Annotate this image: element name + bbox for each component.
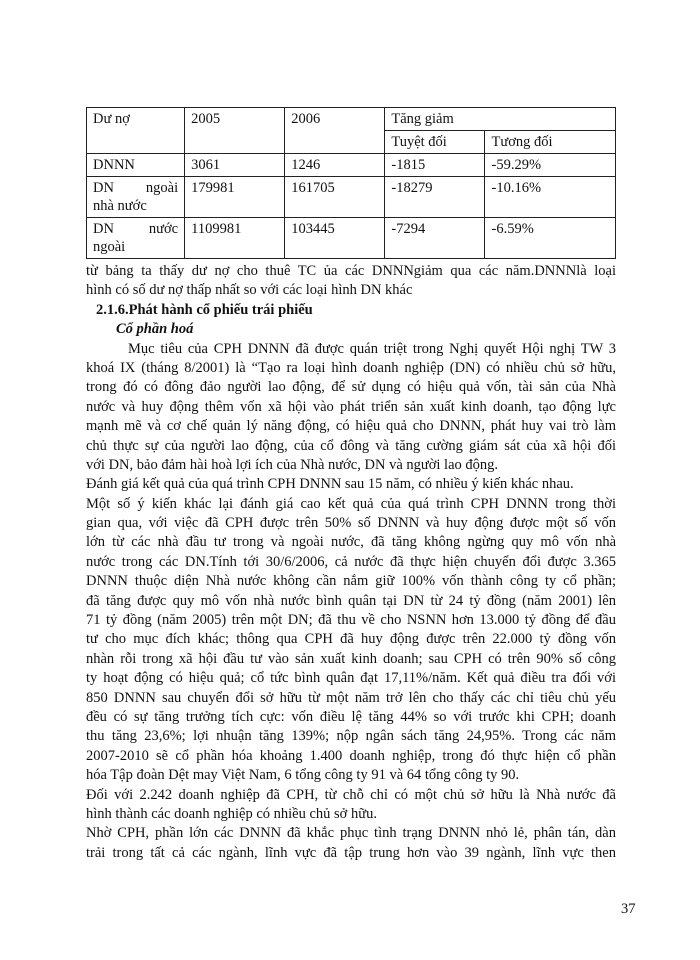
cell-absolute: -18279 [385,177,485,218]
paragraph-line: Nhờ CPH, phần lớn các DNNN đã khắc phục tình trạng DNNN nhỏ lẻ, phân tán, dàn [86,825,616,842]
row-label-line: ngoài [93,239,126,255]
paragraph-line: lớn từ các nhà đầu tư trong và ngoài nước, đã tăng không ngừng quy mô vốn nhà [86,534,616,551]
row-label [87,154,185,177]
paragraph-line: chủ thực sự của người lao động, của cổ đông và tăng cường giám sát của xã hội đối [86,437,616,454]
paragraph-line: DNNN thuộc diện Nhà nước không cần nắm giữ 100% vốn thành công ty cổ phần; [86,573,616,590]
paragraph-line: tư cho mục đích khác; thông qua CPH đã huy động được trên 22.000 tỷ đồng vốn [86,631,616,648]
paragraph-line: với DN, bảo đảm hài hoà lợi ích của Nhà nước, DN và người lao động. [86,456,499,473]
cell-relative: -10.16% [485,177,616,218]
page-number: 37 [621,901,636,917]
body-text [86,262,616,863]
cell-relative: -6.59% [485,218,616,259]
header-cell-debt: Dư nợ [87,108,185,154]
row-label-text: DNNN [93,157,135,173]
paragraph-line: trải trong tất cả các ngành, lĩnh vực đã tập trung hơn vào 39 ngành, lĩnh vực then [86,844,616,861]
paragraph-line: hình có số dư nợ thấp nhất so với các loại hình DN khác [86,282,413,299]
header-cell-absolute: Tuyệt đối [385,131,485,154]
paragraph-line: trong đó có đông đảo người lao động, để sử dụng có hiệu quả vốn, tài sản của Nhà [86,379,616,396]
cell-2005: 1109981 [185,218,285,259]
paragraph-line: 850 DNNN sau chuyển đổi sở hữu từ một năm trở lên cho thấy các chỉ tiêu chủ yếu [86,689,616,706]
paragraph-line: hóa Tập đoàn Dệt may Việt Nam, 6 tổng công ty 91 và 64 tổng công ty 90. [86,767,520,784]
paragraph-line: ty hoạt động có hiệu quả; cổ tức bình quân đạt 17,11%/năm. Kết quả điều tra đối với [86,670,616,687]
paragraph-line: nhàn rỗi trong xã hội đầu tư vào sản xuất kinh doanh; sau CPH có trên 90% số công [86,650,616,667]
paragraph-line: đều có sự tăng trưởng tích cực: vốn điều lệ tăng 44% so với trước khi CPH; doanh [86,708,616,725]
cell-2005: 179981 [185,177,285,218]
paragraph-line: thu tăng 23,6%; lợi nhuận tăng 139%; nộp ngân sách tăng 24,95%. Trong các năm [86,728,616,745]
header-cell-change: Tăng giảm [385,108,616,131]
row-label-line: nhà nước [93,198,147,214]
cell-2006: 103445 [285,218,385,259]
section-heading: 2.1.6.Phát hành cổ phiếu trái phiếu [96,301,313,318]
paragraph-line: đã tăng được quy mô vốn nhà nước bình quân tại DN từ 24 tỷ đồng (năm 2001) lên [86,592,616,609]
paragraph-line: nước và huy động thêm vốn xã hội vào phát triển sản xuất kinh doanh, tạo động lực [86,398,616,415]
subsection-heading: Cổ phần hoá [116,321,194,338]
table-header-row [87,108,616,131]
paragraph-line: nước trong các DN.Tính tới 30/6/2006, cả nước đã thực hiện chuyển đổi được 3.365 [86,553,616,570]
paragraph-line: Đánh giá kết quả của quá trình CPH DNNN sau 15 năm, có nhiều ý kiến khác nhau. [86,476,574,493]
row-label-line: DN ngoài [93,180,179,196]
cell-2005: 3061 [185,154,285,177]
row-label [87,218,185,259]
header-cell-2006: 2006 [285,108,385,154]
table-row [87,177,616,218]
paragraph-line: gian qua, với việc đã CPH được trên 50% số DNNN và huy động được một số vốn [86,515,616,532]
table-row [87,154,616,177]
paragraph-line: Đối với 2.242 doanh nghiệp đã CPH, từ chỗ chỉ có một chủ sở hữu là Nhà nước đã [86,786,616,803]
row-label [87,177,185,218]
cell-2006: 161705 [285,177,385,218]
cell-absolute: -7294 [385,218,485,259]
paragraph-line: Mục tiêu của CPH DNNN đã được quán triệt trong Nghị quyết Hội nghị TW 3 [128,340,616,357]
debt-comparison-table [86,107,616,259]
paragraph-line: khoá IX (tháng 8/2001) là “Tạo ra loại hình doanh nghiệp (DN) có nhiều chủ sở hữu, [86,359,616,376]
header-cell-2005: 2005 [185,108,285,154]
cell-relative: -59.29% [485,154,616,177]
paragraph-line: từ bảng ta thấy dư nợ cho thuê TC ủa các DNNNgiảm qua các năm.DNNNlà loại [86,263,616,279]
row-label-line: DN nước [93,221,179,237]
table-row [87,218,616,259]
paragraph-line: 2007-2010 sẽ cổ phần hóa khoảng 1.400 doanh nghiệp, trong đó thực hiện cổ phần [86,747,616,764]
header-cell-relative: Tương đối [485,131,616,154]
paragraph-line: mạnh mẽ và cơ chế quản lý năng động, có hiệu quả cho DNNN, phát huy vai trò làm [86,418,616,435]
cell-2006: 1246 [285,154,385,177]
cell-absolute: -1815 [385,154,485,177]
paragraph-line: hình thành các doanh nghiệp có nhiều chủ sở hữu. [86,805,377,822]
paragraph-line: Một số ý kiến khác lại đánh giá cao kết quả của quá trình CPH DNNN trong thời [86,495,616,512]
paragraph-line: 71 tỷ đồng (năm 2005) trên một DN; đã thu về cho NSNN hơn 13.000 tỷ đồng để đầu [86,612,616,629]
